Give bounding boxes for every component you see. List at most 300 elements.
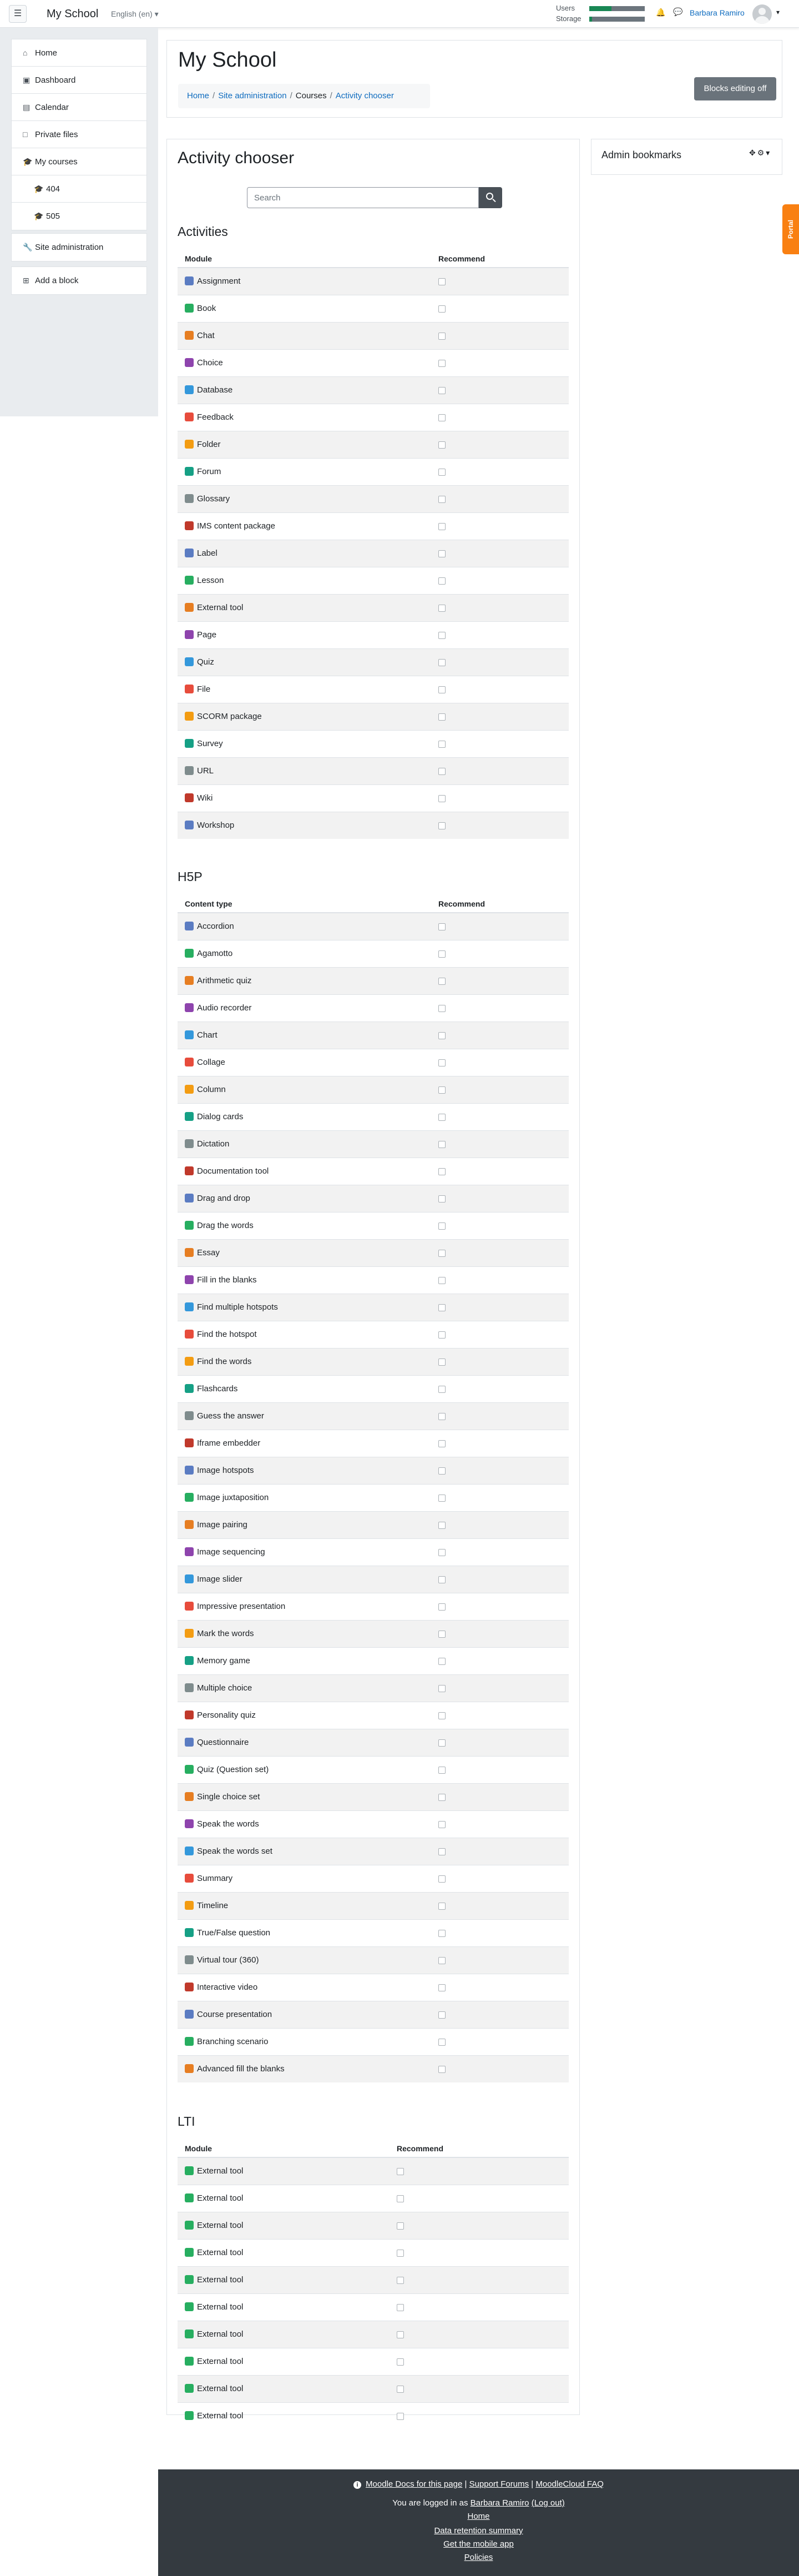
module-icon — [185, 331, 194, 340]
recommend-checkbox[interactable] — [438, 1767, 446, 1774]
search-button[interactable] — [479, 187, 502, 208]
module-cell — [178, 2266, 390, 2293]
table-row — [178, 1620, 569, 1647]
module-icon — [185, 467, 194, 476]
nav-item-label: Dashboard — [35, 76, 76, 85]
module-icon — [185, 2384, 194, 2393]
recommend-checkbox[interactable] — [438, 713, 446, 721]
table-row — [178, 940, 569, 967]
module-icon — [185, 793, 194, 802]
module-cell — [178, 1865, 431, 1892]
recommend-checkbox[interactable] — [438, 550, 446, 557]
module-cell — [178, 376, 431, 404]
table-row — [178, 2348, 569, 2375]
recommend-checkbox[interactable] — [438, 1794, 446, 1801]
recommend-cell — [431, 1375, 569, 1402]
recommend-checkbox[interactable] — [438, 441, 446, 449]
recommend-checkbox[interactable] — [438, 496, 446, 503]
recommend-checkbox[interactable] — [438, 1685, 446, 1692]
user-name-link[interactable]: Barbara Ramiro — [690, 8, 745, 17]
recommend-checkbox[interactable] — [438, 387, 446, 394]
recommend-checkbox[interactable] — [397, 2331, 404, 2338]
module-icon — [185, 1656, 194, 1665]
hamburger-icon: ☰ — [13, 9, 22, 18]
nav-item-my-courses[interactable] — [12, 148, 146, 175]
module-icon — [185, 1357, 194, 1366]
recommend-checkbox[interactable] — [438, 1250, 446, 1257]
recommend-checkbox[interactable] — [438, 1005, 446, 1012]
module-cell — [178, 2375, 390, 2402]
module-cell — [178, 458, 431, 485]
module-name: Virtual tour (360) — [197, 1955, 259, 1965]
recommend-cell — [431, 812, 569, 839]
moodle-docs-link[interactable]: Moodle Docs for this page — [366, 2479, 463, 2489]
recommend-cell — [431, 1974, 569, 2001]
table-row — [178, 1783, 569, 1810]
recommend-checkbox[interactable] — [397, 2304, 404, 2311]
recommend-checkbox[interactable] — [438, 360, 446, 367]
table-row — [178, 676, 569, 703]
recommend-checkbox[interactable] — [438, 1712, 446, 1719]
module-name: Guess the answer — [197, 1411, 264, 1421]
breadcrumb-home[interactable]: Home — [187, 91, 210, 100]
module-name: Speak the words set — [197, 1847, 272, 1856]
recommend-cell — [431, 1783, 569, 1810]
table-row — [178, 784, 569, 812]
module-cell — [178, 703, 431, 730]
table-row — [178, 1294, 569, 1321]
recommend-checkbox[interactable] — [438, 1195, 446, 1203]
table-row — [178, 1103, 569, 1130]
module-cell — [178, 1702, 431, 1729]
top-navbar — [0, 0, 799, 28]
table-row — [178, 1321, 569, 1348]
recommend-checkbox[interactable] — [438, 659, 446, 666]
module-icon — [185, 1058, 194, 1066]
recommend-checkbox[interactable] — [438, 1413, 446, 1420]
table-row — [178, 431, 569, 458]
recommend-checkbox[interactable] — [438, 1467, 446, 1475]
table-row — [178, 967, 569, 994]
module-icon — [185, 576, 194, 585]
nav-admin-group — [11, 233, 147, 261]
table-row — [178, 2266, 569, 2293]
nav-item-site-administration[interactable] — [12, 234, 146, 261]
table-row — [178, 1185, 569, 1212]
module-name: Image juxtaposition — [197, 1493, 269, 1502]
table-row — [178, 1566, 569, 1593]
module-name: Find the words — [197, 1357, 252, 1366]
module-cell — [178, 2212, 390, 2239]
recommend-cell — [431, 1484, 569, 1511]
nav-drawer — [0, 28, 158, 416]
home-icon: ⌂ — [23, 48, 28, 57]
module-name: Label — [197, 549, 218, 558]
module-cell — [178, 1838, 431, 1865]
recommend-checkbox[interactable] — [438, 1277, 446, 1284]
recommend-checkbox[interactable] — [438, 1495, 446, 1502]
module-cell — [178, 1484, 431, 1511]
module-cell — [178, 2293, 390, 2321]
breadcrumb-separator: / — [213, 91, 215, 100]
drawer-toggle-button[interactable] — [9, 5, 27, 23]
recommend-checkbox[interactable] — [397, 2358, 404, 2366]
recommend-checkbox[interactable] — [397, 2168, 404, 2175]
recommend-checkbox[interactable] — [438, 1086, 446, 1094]
table-row — [178, 1022, 569, 1049]
notifications-bell-icon[interactable]: 🔔 — [656, 8, 666, 17]
recommend-checkbox[interactable] — [438, 469, 446, 476]
module-icon — [185, 1384, 194, 1393]
table-row — [178, 2321, 569, 2348]
module-icon — [185, 1139, 194, 1148]
language-menu[interactable] — [111, 9, 159, 19]
logged-in-text: You are logged in as — [392, 2498, 468, 2508]
caret-down-icon[interactable]: ▾ — [766, 148, 772, 157]
recommend-checkbox[interactable] — [438, 1984, 446, 1991]
support-forums-link[interactable]: Support Forums — [469, 2479, 529, 2489]
recommend-checkbox[interactable] — [438, 1576, 446, 1583]
main-heading: Activity chooser — [178, 149, 295, 167]
recommend-checkbox[interactable] — [397, 2195, 404, 2202]
logout-link[interactable]: (Log out) — [531, 2498, 565, 2508]
table-row — [178, 703, 569, 730]
module-icon — [185, 2330, 194, 2338]
recommend-checkbox[interactable] — [438, 768, 446, 775]
user-menu-caret-icon[interactable]: ▾ — [776, 8, 780, 16]
recommend-checkbox[interactable] — [397, 2222, 404, 2230]
recommend-checkbox[interactable] — [438, 523, 446, 530]
recommend-checkbox[interactable] — [438, 1930, 446, 1937]
user-avatar[interactable] — [752, 4, 772, 24]
recommend-cell — [431, 1702, 569, 1729]
nav-item-calendar[interactable] — [12, 94, 146, 121]
nav-item-add-block[interactable] — [12, 267, 146, 294]
language-label: English (en) — [111, 9, 153, 18]
recommend-checkbox[interactable] — [438, 1522, 446, 1529]
module-icon — [185, 1466, 194, 1475]
storage-quota-bar — [589, 17, 645, 22]
module-cell — [178, 1783, 431, 1810]
recommend-cell — [431, 2055, 569, 2082]
table-row — [178, 1484, 569, 1511]
recommend-checkbox[interactable] — [438, 1359, 446, 1366]
module-name: Audio recorder — [197, 1003, 252, 1013]
breadcrumb-site-administration[interactable]: Site administration — [218, 91, 287, 100]
module-cell — [178, 1321, 431, 1348]
recommend-cell — [431, 2028, 569, 2055]
recommend-cell — [431, 1810, 569, 1838]
module-cell — [178, 1103, 431, 1130]
module-icon — [185, 1928, 194, 1937]
recommend-checkbox[interactable] — [438, 414, 446, 421]
table-row — [178, 2028, 569, 2055]
table-row — [178, 540, 569, 567]
recommend-cell — [431, 1103, 569, 1130]
mobile-app-link[interactable]: Get the mobile app — [443, 2539, 514, 2549]
file-icon: □ — [23, 130, 28, 139]
table-row — [178, 1865, 569, 1892]
module-cell — [178, 1266, 431, 1294]
module-icon — [185, 1792, 194, 1801]
recommend-cell — [390, 2239, 569, 2266]
module-cell — [178, 295, 431, 322]
moodlecloud-faq-link[interactable]: MoodleCloud FAQ — [535, 2479, 604, 2489]
recommend-cell — [431, 994, 569, 1022]
column-header-content-type: Content type — [178, 895, 431, 913]
footer-home-link[interactable]: Home — [467, 2512, 490, 2521]
recommend-checkbox[interactable] — [438, 1059, 446, 1066]
recommend-checkbox[interactable] — [438, 1631, 446, 1638]
module-name: External tool — [197, 2193, 244, 2203]
table-row — [178, 2375, 569, 2402]
module-name: Find the hotspot — [197, 1330, 257, 1339]
module-icon — [185, 1438, 194, 1447]
recommend-checkbox[interactable] — [438, 1222, 446, 1230]
module-name: True/False question — [197, 1928, 271, 1938]
recommend-checkbox[interactable] — [397, 2250, 404, 2257]
recommend-cell — [431, 567, 569, 594]
recommend-checkbox[interactable] — [438, 632, 446, 639]
policies-link[interactable]: Policies — [464, 2553, 493, 2562]
portal-tab[interactable] — [782, 204, 799, 254]
data-retention-link[interactable]: Data retention summary — [434, 2526, 523, 2535]
table-row — [178, 1946, 569, 1974]
recommend-checkbox[interactable] — [438, 1440, 446, 1447]
recommend-checkbox[interactable] — [438, 923, 446, 930]
module-icon — [185, 2411, 194, 2420]
module-icon — [185, 1085, 194, 1094]
page-title: My School — [178, 48, 277, 72]
nav-item-label: Site administration — [35, 243, 104, 252]
module-icon — [185, 1547, 194, 1556]
recommend-cell — [431, 1158, 569, 1185]
table-row — [178, 376, 569, 404]
table-row — [178, 2001, 569, 2028]
table-row — [178, 1402, 569, 1430]
recommend-checkbox[interactable] — [438, 278, 446, 285]
table-row — [178, 1375, 569, 1402]
module-icon — [185, 1302, 194, 1311]
module-cell — [178, 431, 431, 458]
dashboard-icon: ▣ — [23, 76, 31, 84]
module-name: Drag the words — [197, 1221, 254, 1230]
recommend-checkbox[interactable] — [438, 1658, 446, 1665]
recommend-checkbox[interactable] — [438, 333, 446, 340]
module-icon — [185, 1003, 194, 1012]
calendar-icon: ▤ — [23, 103, 31, 112]
storage-quota-label: Storage — [556, 14, 581, 23]
module-cell — [178, 730, 431, 757]
recommend-cell — [390, 2157, 569, 2185]
table-row — [178, 567, 569, 594]
table-row — [178, 594, 569, 621]
module-icon — [185, 685, 194, 693]
module-icon — [185, 1629, 194, 1638]
table-row — [178, 295, 569, 322]
module-cell — [178, 2001, 431, 2028]
module-name: Mark the words — [197, 1629, 254, 1638]
recommend-cell — [431, 1674, 569, 1702]
module-name: Essay — [197, 1248, 220, 1257]
recommend-checkbox[interactable] — [438, 795, 446, 802]
recommend-checkbox[interactable] — [438, 1848, 446, 1855]
nav-item-label: 505 — [46, 212, 60, 221]
recommend-cell — [431, 268, 569, 295]
recommend-checkbox[interactable] — [438, 1957, 446, 1964]
module-cell — [178, 757, 431, 784]
module-cell — [178, 1049, 431, 1076]
module-icon — [185, 766, 194, 775]
module-name: Arithmetic quiz — [197, 976, 252, 985]
recommend-checkbox[interactable] — [397, 2413, 404, 2420]
recommend-cell — [431, 1729, 569, 1756]
recommend-checkbox[interactable] — [438, 1875, 446, 1883]
module-icon — [185, 1683, 194, 1692]
module-icon — [185, 630, 194, 639]
module-icon — [185, 1520, 194, 1529]
recommend-cell — [431, 1919, 569, 1946]
footer-links — [158, 2479, 799, 2489]
module-cell — [178, 1647, 431, 1674]
footer-user-link[interactable]: Barbara Ramiro — [470, 2498, 529, 2508]
module-name: Dialog cards — [197, 1112, 244, 1121]
recommend-checkbox[interactable] — [438, 2066, 446, 2073]
module-cell — [178, 2321, 390, 2348]
nav-item-404[interactable] — [12, 175, 146, 203]
blocks-editing-button[interactable]: Blocks editing off — [694, 77, 776, 100]
page-footer — [158, 2469, 799, 2576]
block-controls — [749, 148, 771, 158]
module-name: Dictation — [197, 1139, 230, 1149]
recommend-cell — [431, 322, 569, 349]
nav-item-label: Home — [35, 48, 58, 58]
recommend-checkbox[interactable] — [438, 686, 446, 693]
recommend-cell — [390, 2348, 569, 2375]
module-icon — [185, 2248, 194, 2257]
module-icon — [185, 712, 194, 721]
recommend-cell — [390, 2321, 569, 2348]
module-icon — [185, 304, 194, 313]
recommend-checkbox[interactable] — [438, 822, 446, 829]
recommend-checkbox[interactable] — [438, 1739, 446, 1747]
module-name: Collage — [197, 1058, 225, 1067]
module-icon — [185, 1738, 194, 1747]
recommend-cell — [431, 1294, 569, 1321]
recommend-checkbox[interactable] — [438, 577, 446, 585]
messages-icon[interactable]: 💬 — [673, 7, 683, 16]
search-input[interactable] — [247, 187, 479, 208]
module-cell — [178, 1974, 431, 2001]
module-name: External tool — [197, 2221, 244, 2230]
recommend-checkbox[interactable] — [438, 1114, 446, 1121]
recommend-checkbox[interactable] — [438, 1603, 446, 1611]
module-name: Feedback — [197, 412, 234, 422]
graduation-cap-icon: 🎓 — [34, 184, 44, 193]
nav-item-home[interactable] — [12, 39, 146, 67]
module-name: Image hotspots — [197, 1466, 254, 1475]
module-icon — [185, 1194, 194, 1203]
module-cell — [178, 1375, 431, 1402]
page-header — [166, 40, 782, 118]
module-cell — [178, 1022, 431, 1049]
recommend-checkbox[interactable] — [438, 1304, 446, 1311]
module-name: Iframe embedder — [197, 1438, 261, 1448]
nav-item-dashboard[interactable] — [12, 67, 146, 94]
recommend-cell — [431, 1022, 569, 1049]
recommend-checkbox[interactable] — [397, 2277, 404, 2284]
module-icon — [185, 276, 194, 285]
module-name: External tool — [197, 2248, 244, 2257]
module-icon — [185, 2166, 194, 2175]
module-cell — [178, 676, 431, 703]
move-icon[interactable]: ✥ — [749, 148, 757, 157]
table-row — [178, 1702, 569, 1729]
table-row — [178, 1593, 569, 1620]
module-cell — [178, 784, 431, 812]
nav-item-private-files[interactable] — [12, 121, 146, 148]
module-cell — [178, 2157, 390, 2185]
recommend-checkbox[interactable] — [438, 1549, 446, 1556]
module-cell — [178, 540, 431, 567]
recommend-cell — [390, 2402, 569, 2429]
recommend-checkbox[interactable] — [438, 950, 446, 958]
recommend-cell — [431, 1946, 569, 1974]
module-cell — [178, 1130, 431, 1158]
recommend-cell — [431, 1130, 569, 1158]
users-quota-fill — [589, 6, 611, 11]
table-row — [178, 1674, 569, 1702]
recommend-checkbox[interactable] — [438, 1821, 446, 1828]
table-row — [178, 1511, 569, 1538]
module-name: Chart — [197, 1030, 218, 1040]
module-name: Speak the words — [197, 1819, 259, 1829]
recommend-checkbox[interactable] — [438, 1032, 446, 1039]
recommend-checkbox[interactable] — [438, 1331, 446, 1339]
recommend-checkbox[interactable] — [438, 305, 446, 313]
recommend-checkbox[interactable] — [397, 2386, 404, 2393]
recommend-checkbox[interactable] — [438, 1168, 446, 1175]
site-brand[interactable]: My School — [47, 8, 99, 20]
recommend-checkbox[interactable] — [438, 741, 446, 748]
gear-icon[interactable]: ⚙ — [757, 148, 766, 157]
recommend-checkbox[interactable] — [438, 1386, 446, 1393]
module-cell — [178, 349, 431, 376]
recommend-cell — [431, 1049, 569, 1076]
table-row — [178, 2212, 569, 2239]
plus-square-icon: ⊞ — [23, 276, 29, 285]
recommend-checkbox[interactable] — [438, 2039, 446, 2046]
module-name: Glossary — [197, 494, 230, 504]
recommend-checkbox[interactable] — [438, 2011, 446, 2019]
quota-widget — [556, 3, 645, 24]
recommend-checkbox[interactable] — [438, 978, 446, 985]
recommend-checkbox[interactable] — [438, 1903, 446, 1910]
recommend-checkbox[interactable] — [438, 1141, 446, 1148]
table-row — [178, 512, 569, 540]
table-row — [178, 1919, 569, 1946]
module-cell — [178, 1158, 431, 1185]
nav-item-505[interactable] — [12, 203, 146, 230]
breadcrumb-activity-chooser[interactable]: Activity chooser — [335, 91, 394, 100]
module-name: Documentation tool — [197, 1166, 269, 1176]
module-icon — [185, 1602, 194, 1611]
footer-separator: | — [531, 2479, 534, 2489]
recommend-checkbox[interactable] — [438, 605, 446, 612]
module-cell — [178, 1348, 431, 1375]
module-cell — [178, 1674, 431, 1702]
module-icon — [185, 1166, 194, 1175]
